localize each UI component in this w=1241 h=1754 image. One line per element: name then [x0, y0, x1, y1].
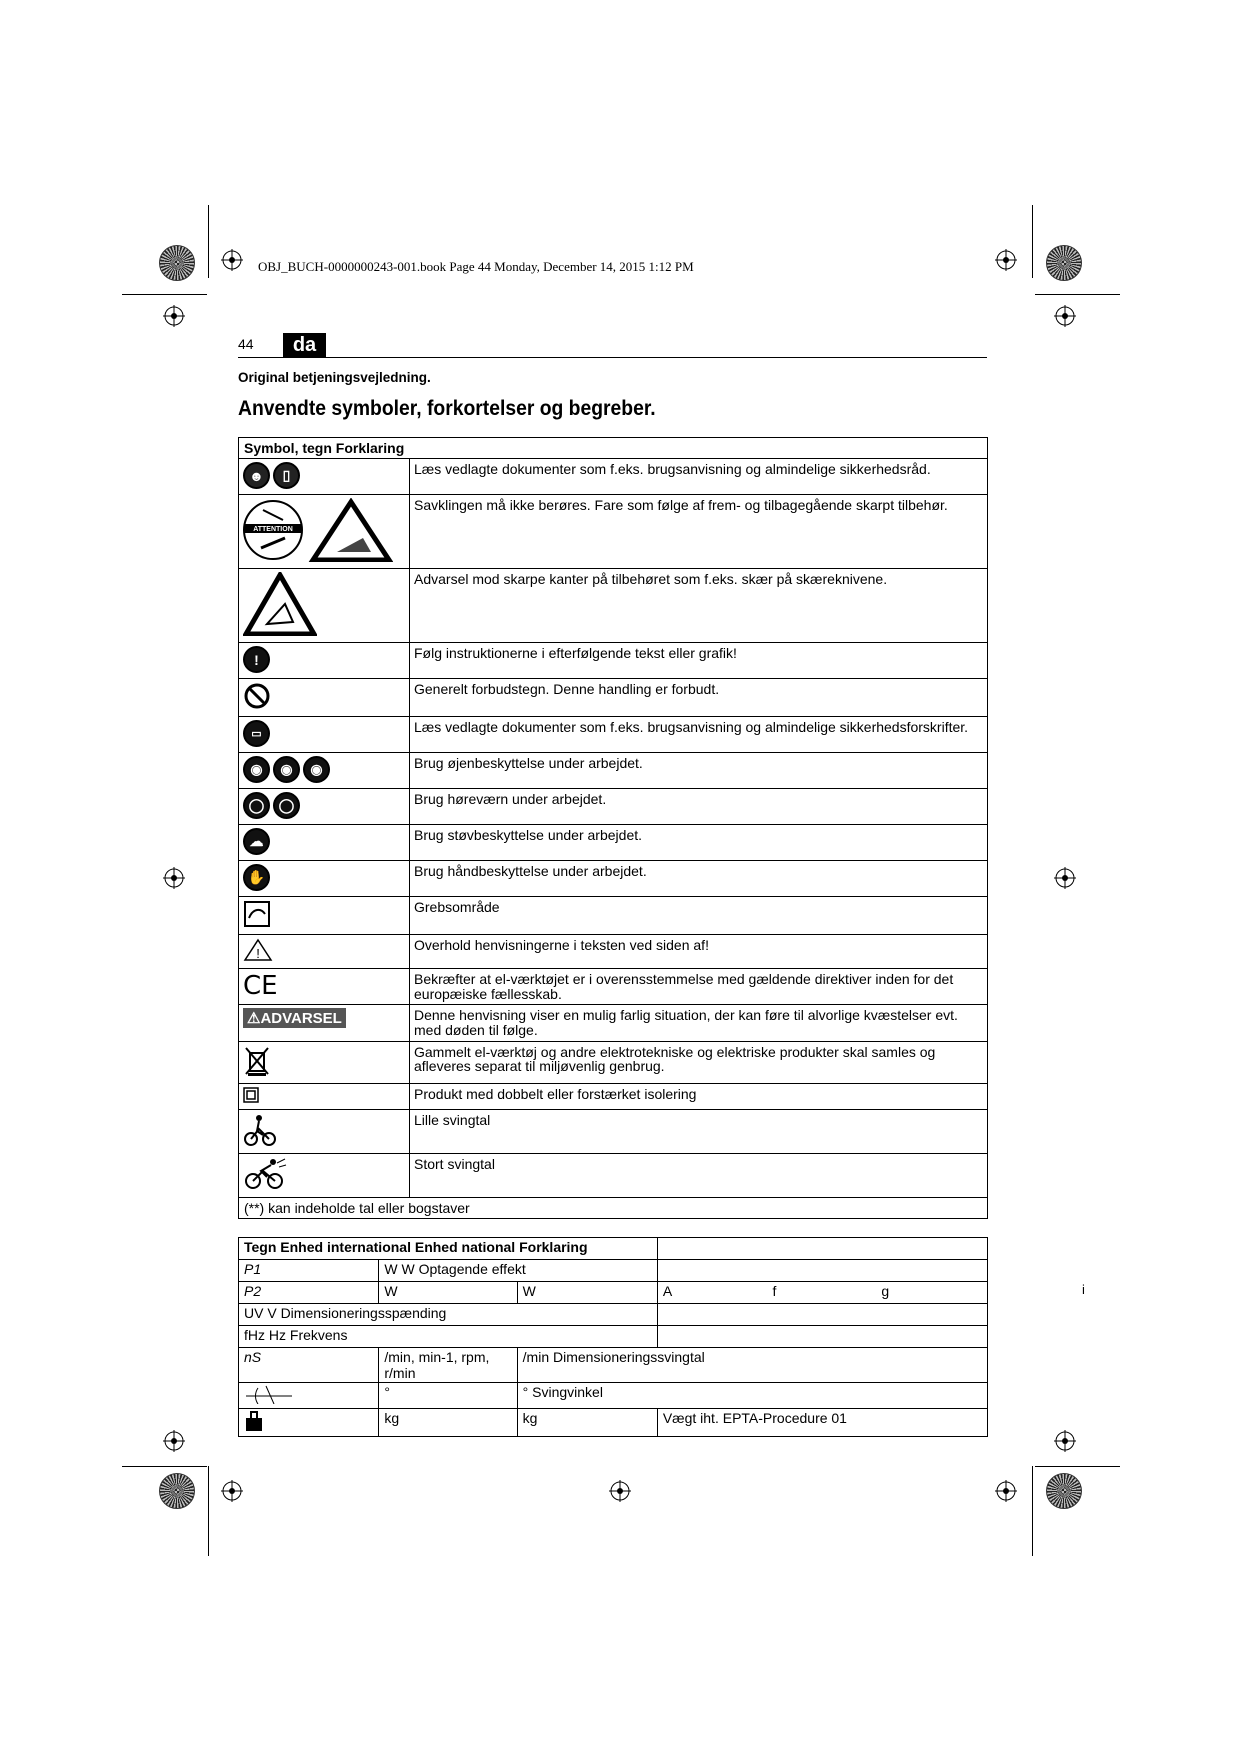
table-cell: Lille svingtal: [410, 1109, 988, 1153]
language-badge: da: [283, 333, 326, 357]
registration-rosette-icon: [1046, 1473, 1082, 1509]
table-row: [239, 1083, 988, 1109]
table-row: [239, 495, 988, 569]
registration-crosshair-icon: [1054, 305, 1076, 327]
advarsel-label: ⚠ADVARSEL: [243, 1008, 346, 1028]
table-row: [239, 1383, 988, 1409]
registration-crosshair-icon: [163, 305, 185, 327]
grip-area-icon: [239, 897, 410, 935]
units-table-header: Tegn Enhed international Enhed national Forklaring: [239, 1238, 658, 1260]
registration-crosshair-icon: [221, 1480, 243, 1502]
table-row: [239, 643, 988, 679]
weight-icon: [239, 1409, 379, 1437]
registration-crosshair-icon: [1054, 867, 1076, 889]
symbols-table: [238, 437, 988, 1219]
table-row: [239, 1109, 988, 1153]
table-row: [239, 897, 988, 935]
double-insulation-icon: [239, 1083, 410, 1109]
registration-crosshair-icon: [163, 867, 185, 889]
hand-protection-icon: ✋: [239, 861, 410, 897]
registration-rosette-icon: [1046, 245, 1082, 281]
header-rule: [238, 357, 987, 358]
table-header-row: [239, 438, 988, 459]
crop-mark: [122, 294, 207, 295]
table-cell: W: [379, 1282, 517, 1304]
exclamation-icon: !: [239, 643, 410, 679]
crop-mark: [122, 1466, 207, 1467]
table-row: [239, 1304, 988, 1326]
table-cell: Følg instruktionerne i efterfølgende tekst eller grafik!: [410, 643, 988, 679]
ear-protection-icons: ◯ ◯: [239, 789, 410, 825]
fast-cyclist-icon: [239, 1153, 410, 1197]
table-cell: Læs vedlagte dokumenter som f.eks. brugsanvisning og almindelige sikkerhedsråd.: [410, 459, 988, 495]
table-cell: Produkt med dobbelt eller forstærket isolering: [410, 1083, 988, 1109]
prohibition-icon: [239, 679, 410, 717]
table-row: [239, 1282, 988, 1304]
table-row: [239, 1409, 988, 1437]
registration-crosshair-icon: [163, 1430, 185, 1452]
table-row: [239, 1326, 988, 1348]
registration-crosshair-icon: [221, 249, 243, 271]
dust-protection-icon: ☁: [239, 825, 410, 861]
table-cell: Grebsområde: [410, 897, 988, 935]
table-row: [239, 1041, 988, 1083]
table-cell: Vægt iht. EPTA-Procedure 01: [657, 1409, 987, 1437]
read-documents-icon: ▭: [239, 717, 410, 753]
units-table: [238, 1237, 988, 1437]
section-title: Anvendte symboler, forkortelser og begreber.: [238, 397, 656, 420]
table-cell: Advarsel mod skarpe kanter på tilbehøret som f.eks. skær på skæreknivene.: [410, 569, 988, 643]
advarsel-label-cell: [239, 1005, 410, 1041]
table-row: [239, 969, 988, 1005]
registration-crosshair-icon: [609, 1480, 631, 1502]
table-cell: /min, min-1, rpm, r/min: [379, 1348, 517, 1383]
ce-mark-icon: CE: [239, 969, 410, 1005]
book-info-line: OBJ_BUCH-0000000243-001.book Page 44 Monday, December 14, 2015 1:12 PM: [258, 259, 694, 274]
table-footnote: (**) kan indeholde tal eller bogstaver: [239, 1197, 988, 1218]
crop-mark: [1035, 294, 1120, 295]
table-row: [239, 861, 988, 897]
table-cell: W: [517, 1282, 657, 1304]
slow-cyclist-icon: [239, 1109, 410, 1153]
table-cell: /min Dimensioneringssvingtal: [517, 1348, 987, 1383]
table-cell: Gammelt el-værktøj og andre elektrotekniske og elektriske produkter skal samles og afleveres separat til miljøvenlig genbrug.: [410, 1041, 988, 1083]
attention-blade-icons: [239, 495, 410, 569]
table-row: [239, 825, 988, 861]
sharp-edge-warning-icon: [239, 569, 410, 643]
table-cell: Brug håndbeskyttelse under arbejdet.: [410, 861, 988, 897]
table-cell: kg: [517, 1409, 657, 1437]
registration-crosshair-icon: [995, 1480, 1017, 1502]
table-cell: Brug øjenbeskyttelse under arbejdet.: [410, 753, 988, 789]
table-row: [239, 1348, 988, 1383]
table-cell: A f g: [657, 1282, 987, 1304]
table-row: [239, 1260, 988, 1282]
crop-mark: [208, 205, 209, 278]
table-cell: [657, 1260, 987, 1282]
table-row: [239, 1153, 988, 1197]
table-cell: Denne henvisning viser en mulig farlig situation, der kan føre til alvorlige kvæstelser evt. med døden til følge.: [410, 1005, 988, 1041]
table-cell: nS: [239, 1348, 379, 1383]
table-row: [239, 1005, 988, 1041]
table-row: [239, 679, 988, 717]
page-number: 44: [238, 336, 254, 352]
crop-mark: [1032, 205, 1033, 278]
table-row: [239, 935, 988, 969]
table-footnote-row: [239, 1197, 988, 1218]
table-row: [239, 789, 988, 825]
table-cell: [657, 1304, 987, 1326]
registration-crosshair-icon: [1054, 1430, 1076, 1452]
table-cell: Brug høreværn under arbejdet.: [410, 789, 988, 825]
table-cell: Brug støvbeskyttelse under arbejdet.: [410, 825, 988, 861]
table-row: [239, 753, 988, 789]
table-cell: W W Optagende effekt: [379, 1260, 657, 1282]
warning-triangle-icon: [239, 935, 410, 969]
registration-crosshair-icon: [995, 249, 1017, 271]
table-row: [239, 717, 988, 753]
table-cell: °: [379, 1383, 517, 1409]
weee-bin-icon: [239, 1041, 410, 1083]
read-manual-icons: ☻ ▯: [239, 459, 410, 495]
table-cell: [657, 1326, 987, 1348]
symbols-table-header: Symbol, tegn Forklaring: [239, 438, 988, 459]
svg-text:ATTENTION: ATTENTION: [253, 526, 293, 533]
table-row: [239, 459, 988, 495]
table-cell: Generelt forbudstegn. Denne handling er forbudt.: [410, 679, 988, 717]
crop-mark: [1035, 1466, 1120, 1467]
svg-text:!: !: [256, 946, 260, 961]
eye-protection-icons: ◉ ◉ ◉: [239, 753, 410, 789]
crop-mark: [208, 1466, 209, 1556]
document-subtitle: Original betjeningsvejledning.: [238, 370, 431, 385]
table-header-row: [239, 1238, 988, 1260]
registration-rosette-icon: [159, 1473, 195, 1509]
table-cell: Stort svingtal: [410, 1153, 988, 1197]
table-cell: fHz Hz Frekvens: [239, 1326, 658, 1348]
table-cell: Savklingen må ikke berøres. Fare som følge af frem- og tilbagegående skarpt tilbehør.: [410, 495, 988, 569]
table-cell: P2: [239, 1282, 379, 1304]
registration-rosette-icon: [159, 245, 195, 281]
table-cell: ° Svingvinkel: [517, 1383, 987, 1409]
table-cell: P1: [239, 1260, 379, 1282]
table-cell: Bekræfter at el-værktøjet er i overensstemmelse med gældende direktiver inden for det europæiske fællesskab.: [410, 969, 988, 1005]
table-cell: Overhold henvisningerne i teksten ved siden af!: [410, 935, 988, 969]
table-cell: kg: [379, 1409, 517, 1437]
crop-mark: [1032, 1466, 1033, 1556]
table-cell: Læs vedlagte dokumenter som f.eks. brugsanvisning og almindelige sikkerhedsforskrifter.: [410, 717, 988, 753]
angle-icon: [239, 1383, 379, 1409]
stray-mark: i: [1082, 1282, 1085, 1297]
table-cell: [657, 1238, 987, 1260]
table-row: [239, 569, 988, 643]
table-cell: UV V Dimensioneringsspænding: [239, 1304, 658, 1326]
